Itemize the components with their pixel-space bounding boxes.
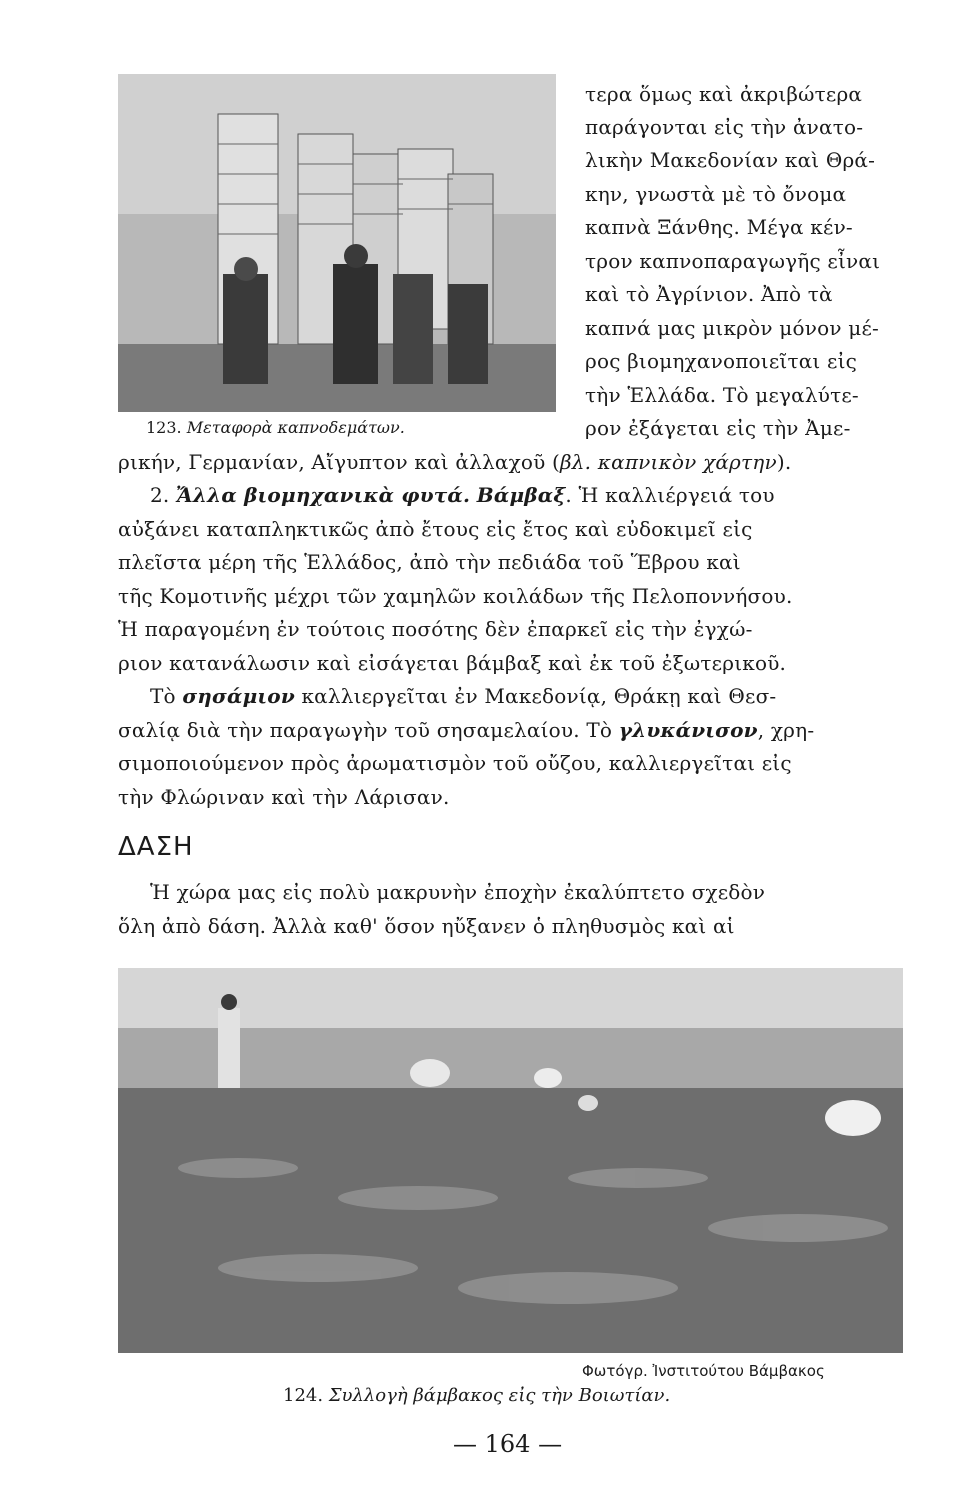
col-line-5: καπνὰ Ξάνθης. Μέγα κέν- xyxy=(585,215,853,239)
col-line-9: ρος βιομηχανοποιεῖται εἰς xyxy=(585,349,858,373)
subsection-title-industrial-plants: Ἄλλα βιομηχανικὰ φυτά. xyxy=(176,483,471,507)
forest-line-1: Ἡ χώρα μας εἰς πολὺ μακρυνὴν ἐποχὴν ἐκαλύπτετο σχεδὸν xyxy=(150,880,766,904)
figure-123-number: 123. xyxy=(146,418,182,437)
body-line-20-post: , χρη- xyxy=(757,718,815,742)
figure-124-caption xyxy=(283,1385,670,1406)
body-line-14: αὐξάνει καταπληκτικῶς ἀπὸ ἔτους εἰς ἔτος καὶ εὐδοκιμεῖ εἰς xyxy=(118,517,753,541)
body-line-22: τὴν Φλώριναν καὶ τὴν Λάρισαν. xyxy=(118,785,450,809)
figure-123-caption xyxy=(146,418,405,437)
col-line-4: κην, γνωστὰ μὲ τὸ ὄνομα xyxy=(585,182,847,206)
photo-credit: Φωτόγρ. Ἰνστιτούτου Βάμβακος xyxy=(582,1362,825,1380)
body-line-19-pre: Τὸ xyxy=(150,684,183,708)
col-line-7: καὶ τὸ Ἀγρίνιον. Ἀπὸ τὰ xyxy=(585,282,833,306)
figure-124-title: Συλλογὴ βάμβακος εἰς τὴν Βοιωτίαν. xyxy=(328,1385,671,1406)
photo-cotton-harvest xyxy=(118,968,903,1353)
figure-124-number: 124. xyxy=(283,1385,324,1406)
map-reference: βλ. καπνικὸν χάρτην xyxy=(560,450,777,474)
body-line-20-pre: σαλίᾳ διὰ τὴν παραγωγὴν τοῦ σησαμελαίου. Τὸ xyxy=(118,718,619,742)
body-line-18: ριον κατανάλωσιν καὶ εἰσάγεται βάμβαξ καὶ ἐκ τοῦ ἐξωτερικοῦ. xyxy=(118,651,787,675)
page-number: — 164 — xyxy=(453,1430,563,1458)
body-line-17: Ἡ παραγομένη ἐν τούτοις ποσότης δὲν ἐπαρκεῖ εἰς τὴν ἐγχώ- xyxy=(118,617,753,641)
body-line-21: σιμοποιούμενον πρὸς ἀρωματισμὸν τοῦ οὔζου, καλλιεργεῖται εἰς xyxy=(118,751,792,775)
term-sesame: σησάμιον xyxy=(182,684,295,708)
forest-line-2: ὅλη ἀπὸ δάση. Ἀλλὰ καθ' ὅσον ηὔξανεν ὁ πληθυσμὸς καὶ αἱ xyxy=(118,914,735,938)
body-line-20 xyxy=(118,716,814,744)
col-line-1: τερα ὅμως καὶ ἀκριβώτερα xyxy=(585,82,863,106)
body-line-12-text: ρικήν, Γερμανίαν, Αἴγυπτον καὶ ἀλλαχοῦ ( xyxy=(118,450,561,474)
col-line-6: τρον καπνοπαραγωγῆς εἶναι xyxy=(585,249,881,273)
col-line-3: λικὴν Μακεδονίαν καὶ Θρά- xyxy=(585,148,876,172)
col-line-10: τὴν Ἑλλάδα. Τὸ μεγαλύτε- xyxy=(585,383,859,407)
col-line-2: παράγονται εἰς τὴν ἀνατο- xyxy=(585,115,864,139)
body-line-13 xyxy=(150,481,775,509)
body-line-19 xyxy=(150,682,776,710)
term-cotton: Βάμβαξ xyxy=(476,483,566,507)
col-line-8: καπνά μας μικρὸν μόνον μέ- xyxy=(585,316,879,340)
section-heading-forests: ΔΑΣΗ xyxy=(118,832,194,862)
figure-123-title: Μεταφορὰ καπνοδεμάτων. xyxy=(186,418,405,437)
term-anise: γλυκάνισον xyxy=(618,718,758,742)
section-number: 2. xyxy=(150,483,177,507)
col-line-11: ρον ἐξάγεται εἰς τὴν Ἀμε- xyxy=(585,416,851,440)
body-line-19-post: καλλιεργεῖται ἐν Μακεδονίᾳ, Θράκῃ καὶ Θεσ- xyxy=(294,684,777,708)
body-line-12-end: ). xyxy=(776,450,792,474)
body-line-12 xyxy=(118,448,791,476)
body-line-13-rest: . Ἡ καλλιέργειά του xyxy=(565,483,775,507)
body-line-15: πλεῖστα μέρη τῆς Ἑλλάδος, ἀπὸ τὴν πεδιάδα τοῦ Ἕβρου καὶ xyxy=(118,550,741,574)
photo-tobacco-transport xyxy=(118,74,556,412)
body-line-16: τῆς Κομοτινῆς μέχρι τῶν χαμηλῶν κοιλάδων τῆς Πελοποννήσου. xyxy=(118,584,793,608)
